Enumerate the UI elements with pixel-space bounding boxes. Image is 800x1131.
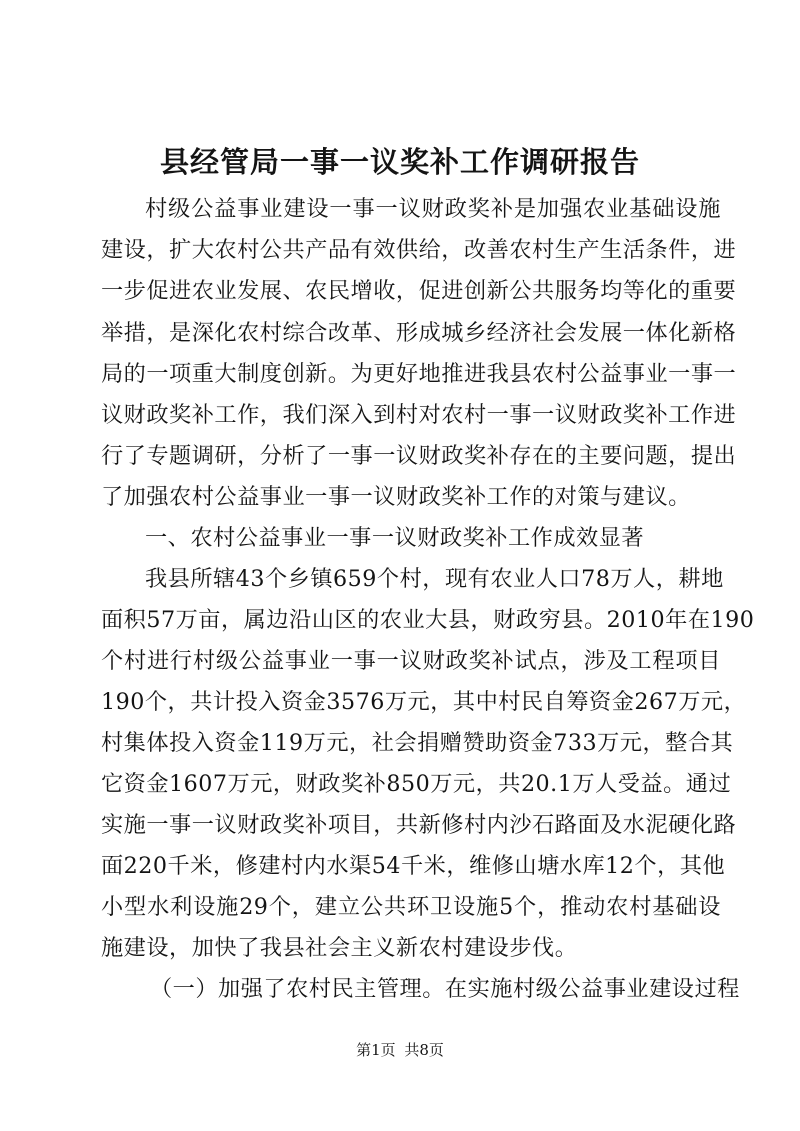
paragraph-line: 局的一项重大制度创新。为更好地推进我县农村公益事业一事一 [101,361,737,387]
paragraph-line: 小型水利设施29个，建立公共环卫设施5个，推动农村基础设 [101,894,721,920]
page-number: 第1页 [356,1041,396,1059]
paragraph-line: 实施一事一议财政奖补项目，共新修村内沙石路面及水泥硬化路 [101,812,737,838]
paragraph-line: 面220千米，修建村内水渠54千米，维修山塘水库12个，其他 [101,853,726,879]
paragraph-line: 举措，是深化农村综合改革、形成城乡经济社会发展一体化新格 [101,320,737,346]
section-heading: 一、农村公益事业一事一议财政奖补工作成效显著 [145,525,645,551]
paragraph-line: 议财政奖补工作，我们深入到村对农村一事一议财政奖补工作进 [101,402,737,428]
paragraph-line: 它资金1607万元，财政奖补850万元，共20.1万人受益。通过 [101,771,732,797]
paragraph-line: 施建设，加快了我县社会主义新农村建设步伐。 [101,935,578,961]
paragraph-line: 行了专题调研，分析了一事一议财政奖补存在的主要问题，提出 [101,443,737,469]
page-footer [0,1040,800,1060]
page-total: 共8页 [404,1041,444,1059]
paragraph-line: 我县所辖43个乡镇659个村，现有农业人口78万人，耕地 [145,566,724,592]
paragraph-line: 个村进行村级公益事业一事一议财政奖补试点，涉及工程项目 [101,648,721,674]
paragraph-line: 村集体投入资金119万元，社会捐赠赞助资金733万元，整合其 [101,730,734,756]
paragraph-line: 一步促进农业发展、农民增收，促进创新公共服务均等化的重要 [101,278,737,304]
paragraph-line: 了加强农村公益事业一事一议财政奖补工作的对策与建议。 [101,484,691,510]
paragraph-line: 村级公益事业建设一事一议财政奖补是加强农业基础设施 [145,196,721,222]
subsection-line: （一）加强了农村民主管理。在实施村级公益事业建设过程 [150,976,740,1002]
paragraph-line: 190个，共计投入资金3576万元，其中村民自筹资金267万元， [101,689,747,715]
paragraph-line: 建设，扩大农村公共产品有效供给，改善农村生产生活条件，进 [101,237,737,263]
document-title: 县经管局一事一议奖补工作调研报告 [159,145,640,179]
paragraph-line: 面积57万亩，属边沿山区的农业大县，财政穷县。2010年在190 [101,607,755,633]
